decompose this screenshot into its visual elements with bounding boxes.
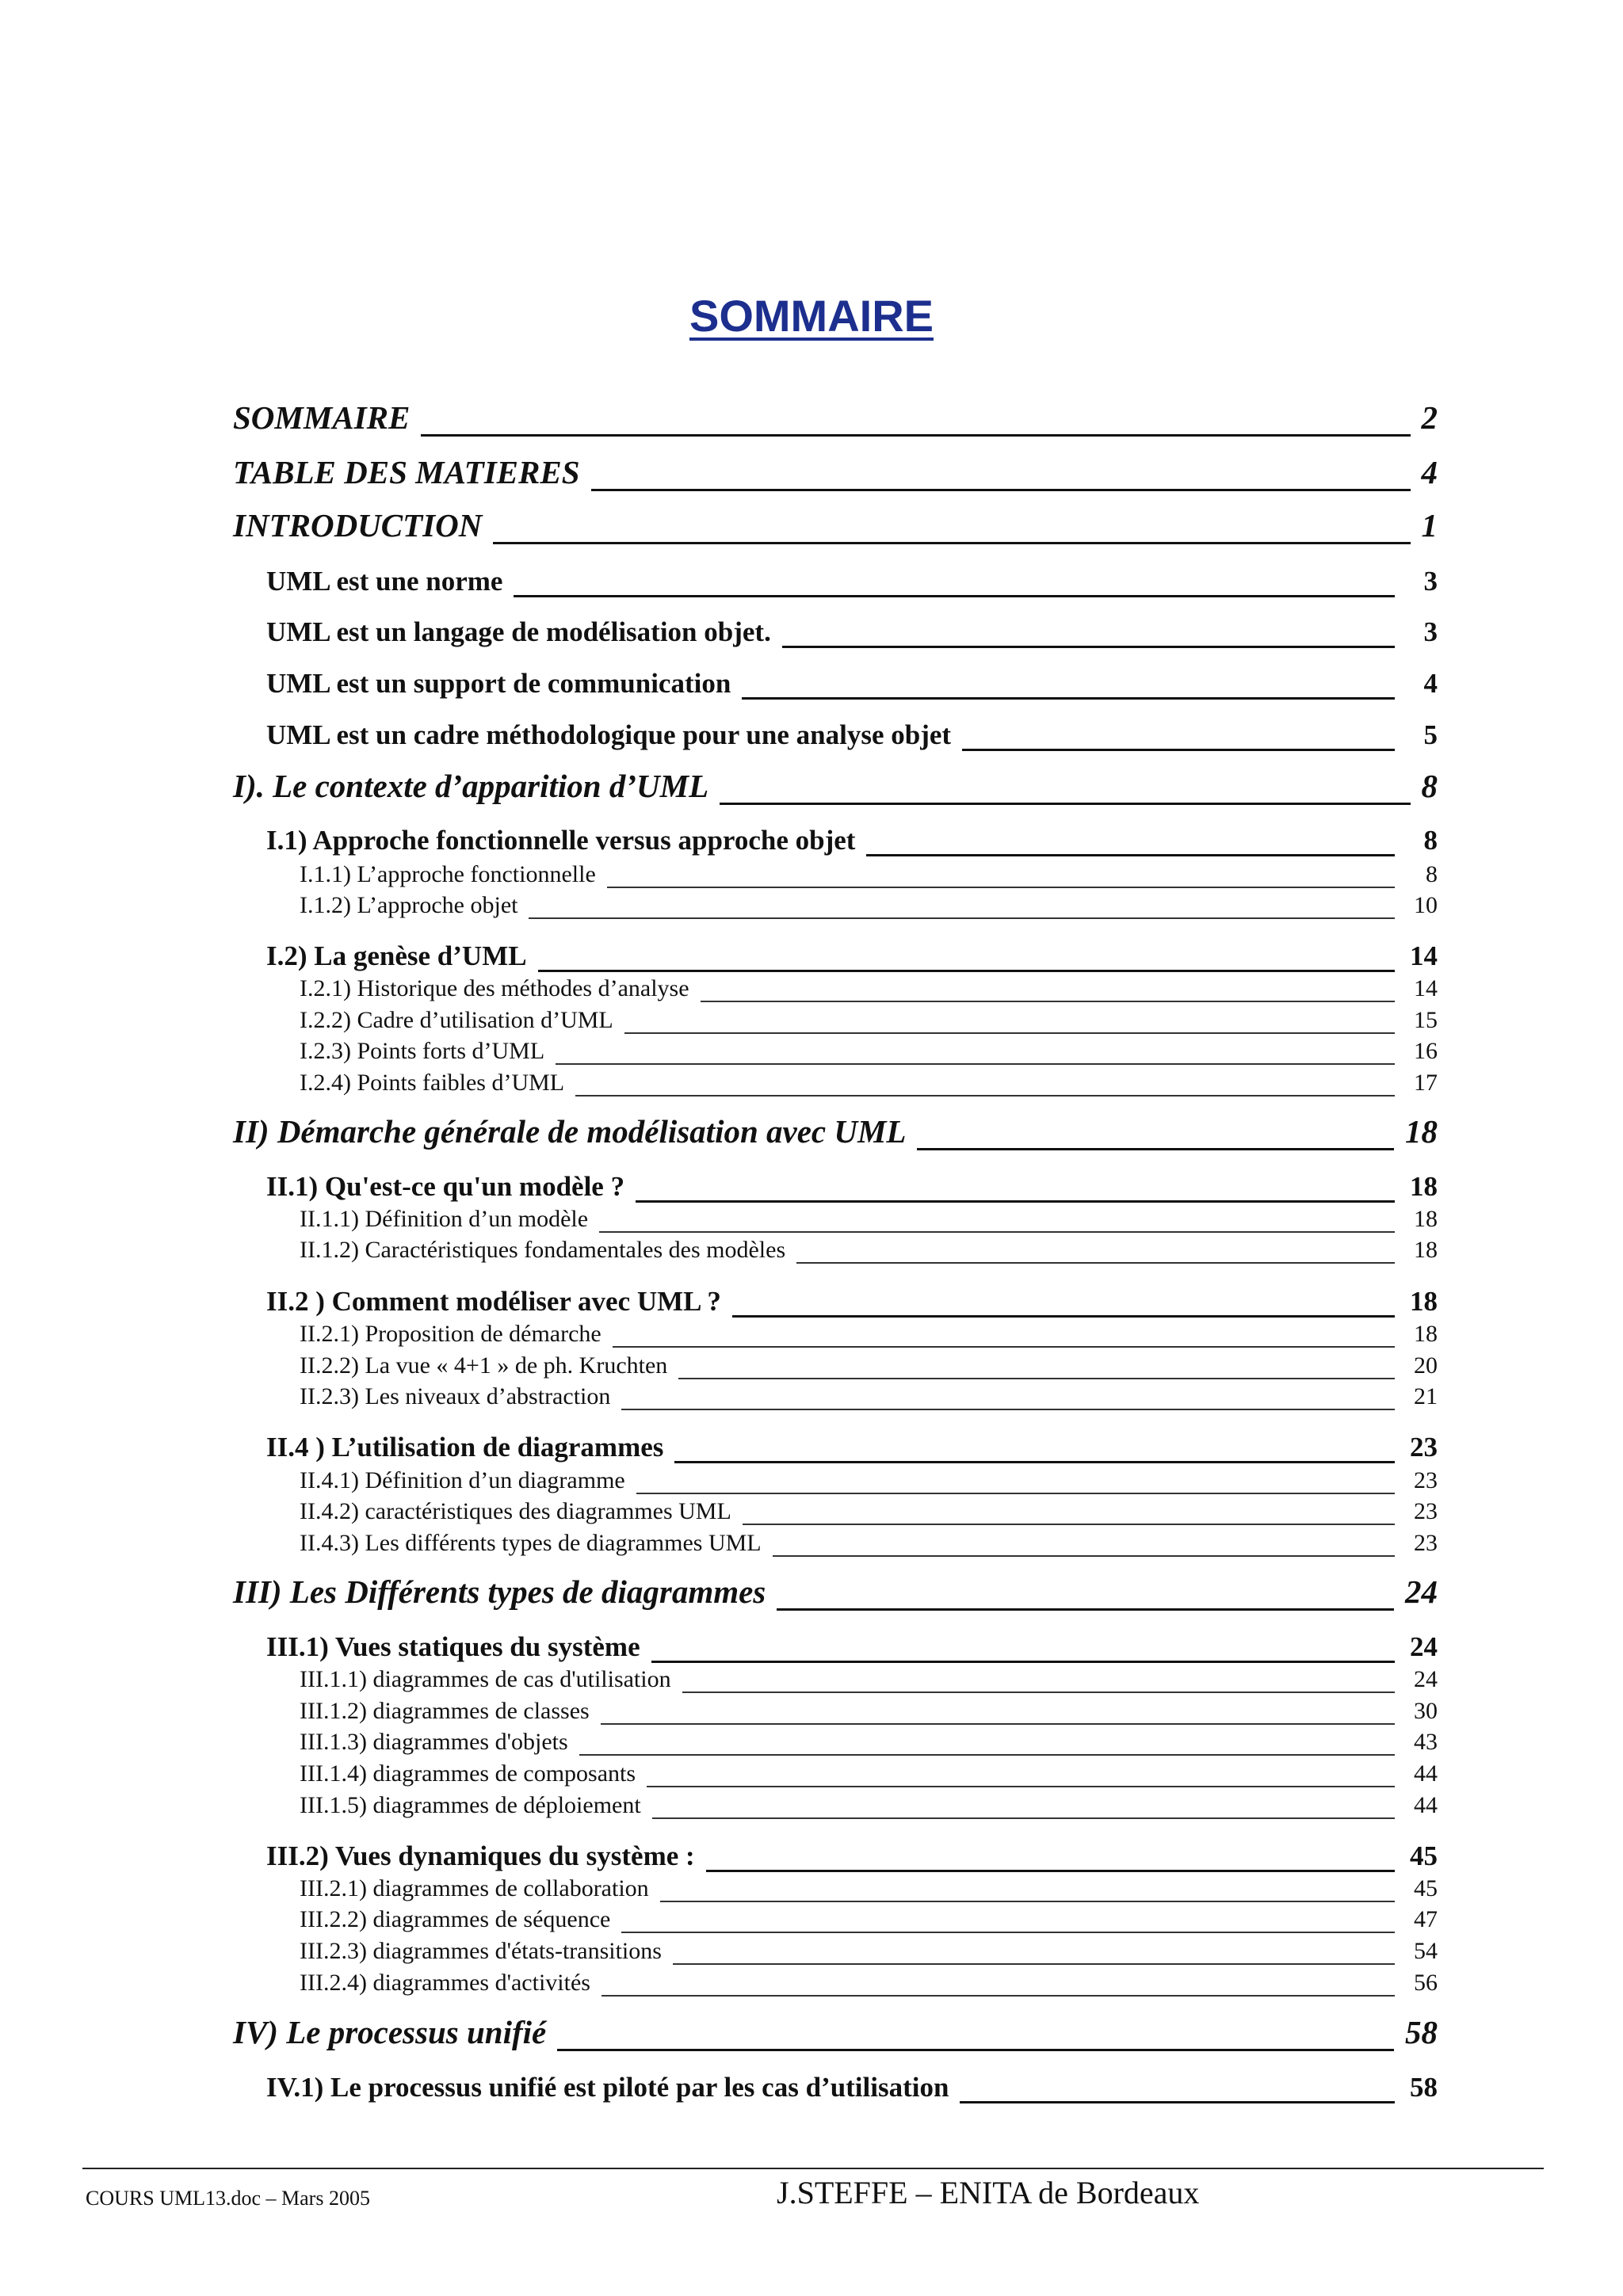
toc-entry-title: III.1.1) diagrammes de cas d'utilisation <box>300 1666 671 1692</box>
toc-entry-level-3[interactable] <box>300 1319 1438 1349</box>
toc-leader-line <box>917 1148 1394 1150</box>
toc-page-number: 3 <box>1423 616 1438 647</box>
toc-leader-line <box>796 1262 1395 1264</box>
toc-entry-level-1[interactable] <box>233 1111 1438 1152</box>
toc-entry-title: I). Le contexte d’apparition d’UML <box>233 768 709 804</box>
toc-entry-level-2[interactable] <box>266 1630 1438 1665</box>
toc-entry-level-3[interactable] <box>300 1382 1438 1412</box>
toc-entry-level-3[interactable] <box>300 1665 1438 1695</box>
toc-entry-title: III.2.2) diagrammes de séquence <box>300 1906 611 1932</box>
toc-entry-level-1[interactable] <box>233 397 1438 438</box>
toc-entry-title: III.2.4) diagrammes d'activités <box>300 1970 590 1996</box>
toc-entry-title: I.1) Approche fonctionnelle versus approche objet <box>266 825 856 856</box>
toc-leader-line <box>720 803 1410 805</box>
toc-page-number: 30 <box>1414 1698 1438 1724</box>
toc-leader-line <box>621 1409 1395 1410</box>
toc-page-number: 23 <box>1414 1530 1438 1556</box>
toc-leader-line <box>866 854 1395 856</box>
toc-entry-title: III.1.5) diagrammes de déploiement <box>300 1792 641 1818</box>
toc-entry-level-3[interactable] <box>300 1936 1438 1966</box>
toc-entry-level-3[interactable] <box>300 1696 1438 1726</box>
toc-leader-line <box>773 1555 1395 1557</box>
toc-entry-title: II.1.1) Définition d’un modèle <box>300 1206 589 1232</box>
toc-entry-title: TABLE DES MATIERES <box>233 454 580 490</box>
toc-page-number: 3 <box>1423 566 1438 597</box>
toc-entry-title: UML est un cadre méthodologique pour une analyse objet <box>266 719 952 750</box>
toc-entry-level-3[interactable] <box>300 1235 1438 1265</box>
toc-entry-title: I.1.1) L’approche fonctionnelle <box>300 861 596 887</box>
toc-page-number: 17 <box>1414 1070 1438 1096</box>
toc-entry-level-2[interactable] <box>266 718 1438 753</box>
toc-leader-line <box>652 1817 1395 1819</box>
toc-entry-title: I.2.1) Historique des méthodes d’analyse <box>300 975 689 1001</box>
toc-page-number: 8 <box>1421 768 1438 804</box>
toc-leader-line <box>636 1493 1395 1494</box>
footer-author: J.STEFFE – ENITA de Bordeaux <box>777 2175 1200 2210</box>
toc-page-number: 45 <box>1414 1875 1438 1901</box>
toc-entry-level-3[interactable] <box>300 1759 1438 1789</box>
toc-entry-level-3[interactable] <box>300 1968 1438 1998</box>
toc-page-number: 44 <box>1414 1792 1438 1818</box>
footer-divider <box>82 2168 1544 2169</box>
toc-page-number: 16 <box>1414 1038 1438 1064</box>
toc-entry-title: II.2.1) Proposition de démarche <box>300 1321 601 1347</box>
toc-entry-title: III.1.2) diagrammes de classes <box>300 1698 590 1724</box>
toc-leader-line <box>579 1754 1395 1756</box>
toc-page-number: 54 <box>1414 1938 1438 1964</box>
toc-page-number: 47 <box>1414 1906 1438 1932</box>
toc-entry-title: III.2) Vues dynamiques du système : <box>266 1840 695 1871</box>
toc-entry-level-2[interactable] <box>266 615 1438 650</box>
toc-page-number: 58 <box>1405 2014 1438 2050</box>
toc-leader-line <box>651 1661 1395 1663</box>
toc-entry-title: III.1.3) diagrammes d'objets <box>300 1729 568 1755</box>
toc-entry-level-2[interactable] <box>266 666 1438 701</box>
toc-entry-level-3[interactable] <box>300 1727 1438 1757</box>
toc-page-number: 8 <box>1426 861 1438 887</box>
toc-leader-line <box>732 1315 1395 1318</box>
toc-entry-title: I.2) La genèse d’UML <box>266 940 527 971</box>
toc-leader-line <box>557 2049 1394 2051</box>
toc-page-number: 23 <box>1414 1498 1438 1524</box>
toc-entry-title: III) Les Différents types de diagrammes <box>233 1573 766 1610</box>
toc-entry-title: II.4.3) Les différents types de diagrammes UML <box>300 1530 762 1556</box>
toc-entry-title: II.2.3) Les niveaux d’abstraction <box>300 1383 611 1409</box>
toc-entry-title: I.1.2) L’approche objet <box>300 892 518 918</box>
toc-page-number: 1 <box>1421 507 1438 543</box>
toc-leader-line <box>706 1870 1395 1872</box>
toc-page-number: 10 <box>1414 892 1438 918</box>
toc-entry-title: INTRODUCTION <box>233 507 483 543</box>
toc-leader-line <box>621 1932 1395 1933</box>
toc-leader-line <box>607 887 1395 888</box>
toc-entry-title: II) Démarche générale de modélisation avec UML <box>233 1113 907 1150</box>
toc-entry-level-3[interactable] <box>300 974 1438 1004</box>
toc-leader-line <box>701 1001 1395 1002</box>
toc-leader-line <box>743 1524 1395 1525</box>
toc-page-number: 4 <box>1421 454 1438 490</box>
toc-leader-line <box>529 917 1395 919</box>
toc-entry-level-2[interactable] <box>266 1839 1438 1874</box>
toc-leader-line <box>636 1200 1395 1203</box>
toc-page-number: 45 <box>1410 1840 1438 1871</box>
toc-entry-level-3[interactable] <box>300 1005 1438 1035</box>
toc-entry-level-2[interactable] <box>266 823 1438 858</box>
toc-entry-title: UML est un support de communication <box>266 668 731 699</box>
toc-entry-title: III.1) Vues statiques du système <box>266 1631 640 1662</box>
toc-page-number: 58 <box>1410 2072 1438 2103</box>
toc-leader-line <box>777 1608 1394 1611</box>
toc-leader-line <box>682 1691 1395 1693</box>
toc-page-number: 14 <box>1410 940 1438 971</box>
toc-page-number: 18 <box>1410 1171 1438 1202</box>
toc-leader-line <box>613 1346 1395 1348</box>
toc-entry-title: IV) Le processus unifié <box>233 2014 547 2050</box>
toc-leader-line <box>421 434 1410 437</box>
toc-entry-title: II.1) Qu'est-ce qu'un modèle ? <box>266 1171 625 1202</box>
toc-leader-line <box>962 749 1395 751</box>
toc-leader-line <box>575 1095 1395 1097</box>
toc-entry-title: UML est une norme <box>266 566 503 597</box>
toc-leader-line <box>660 1901 1395 1902</box>
toc-leader-line <box>674 1461 1395 1463</box>
toc-entry-title: SOMMAIRE <box>233 399 411 436</box>
toc-leader-line <box>514 595 1395 597</box>
toc-entry-level-2[interactable] <box>266 1430 1438 1465</box>
toc-entry-title: II.4.1) Définition d’un diagramme <box>300 1467 625 1493</box>
toc-page-number: 15 <box>1414 1007 1438 1033</box>
toc-leader-line <box>782 646 1395 648</box>
toc-page-number: 43 <box>1414 1729 1438 1755</box>
toc-page-number: 23 <box>1414 1467 1438 1493</box>
toc-page-number: 20 <box>1414 1352 1438 1379</box>
toc-entry-title: IV.1) Le processus unifié est piloté par les cas d’utilisation <box>266 2072 949 2103</box>
toc-leader-line <box>742 697 1395 700</box>
footer-document-info: COURS UML13.doc – Mars 2005 <box>86 2187 370 2210</box>
toc-entry-level-3[interactable] <box>300 1791 1438 1821</box>
toc-page-number: 2 <box>1421 399 1438 436</box>
toc-entry-title: II.4 ) L’utilisation de diagrammes <box>266 1432 664 1463</box>
toc-entry-level-3[interactable] <box>300 1466 1438 1496</box>
toc-leader-line <box>591 489 1411 491</box>
toc-entry-title: II.2.2) La vue « 4+1 » de ph. Kruchten <box>300 1352 668 1379</box>
toc-entry-level-2[interactable] <box>266 564 1438 599</box>
toc-leader-line <box>678 1378 1395 1379</box>
toc-page-number: 18 <box>1414 1321 1438 1347</box>
toc-leader-line <box>647 1786 1395 1787</box>
toc-page-number: 24 <box>1414 1666 1438 1692</box>
toc-entry-title: II.2 ) Comment modéliser avec UML ? <box>266 1286 721 1317</box>
toc-entry-title: III.2.1) diagrammes de collaboration <box>300 1875 649 1901</box>
toc-page-number: 44 <box>1414 1760 1438 1787</box>
toc-page-number: 14 <box>1414 975 1438 1001</box>
toc-entry-title: III.2.3) diagrammes d'états-transitions <box>300 1938 662 1964</box>
toc-entry-level-2[interactable] <box>266 1169 1438 1204</box>
toc-page-number: 23 <box>1410 1432 1438 1463</box>
toc-page-number: 24 <box>1410 1631 1438 1662</box>
toc-leader-line <box>601 1995 1395 1997</box>
toc-entry-level-3[interactable] <box>300 1905 1438 1935</box>
toc-entry-level-3[interactable] <box>300 860 1438 890</box>
toc-page-number: 24 <box>1405 1573 1438 1610</box>
page-title: SOMMAIRE <box>689 291 934 341</box>
toc-entry-level-2[interactable] <box>266 2070 1438 2105</box>
toc-page-number: 18 <box>1405 1113 1438 1150</box>
toc-entry-level-1[interactable] <box>233 765 1438 807</box>
toc-entry-level-3[interactable] <box>300 1874 1438 1904</box>
toc-entry-level-3[interactable] <box>300 1351 1438 1381</box>
toc-entry-level-3[interactable] <box>300 891 1438 921</box>
toc-leader-line <box>624 1032 1395 1034</box>
toc-page-number: 18 <box>1414 1206 1438 1232</box>
toc-entry-level-1[interactable] <box>233 1571 1438 1612</box>
toc-page-number: 18 <box>1410 1286 1438 1317</box>
toc-page-number: 18 <box>1414 1237 1438 1263</box>
toc-entry-title: II.1.2) Caractéristiques fondamentales des modèles <box>300 1237 786 1263</box>
toc-entry-level-3[interactable] <box>300 1068 1438 1098</box>
toc-page-number: 5 <box>1423 719 1438 750</box>
toc-entry-level-2[interactable] <box>266 939 1438 974</box>
toc-entry-level-2[interactable] <box>266 1284 1438 1319</box>
toc-entry-title: I.2.3) Points forts d’UML <box>300 1038 545 1064</box>
toc-leader-line <box>538 970 1395 972</box>
toc-entry-level-1[interactable] <box>233 505 1438 546</box>
toc-leader-line <box>960 2101 1395 2103</box>
toc-entry-title: II.4.2) caractéristiques des diagrammes UML <box>300 1498 731 1524</box>
toc-page-number: 21 <box>1414 1383 1438 1409</box>
toc-entry-level-1[interactable] <box>233 452 1438 493</box>
toc-leader-line <box>673 1963 1395 1965</box>
toc-leader-line <box>601 1723 1395 1725</box>
toc-entry-level-3[interactable] <box>300 1204 1438 1234</box>
toc-leader-line <box>493 542 1410 544</box>
toc-entry-level-3[interactable] <box>300 1497 1438 1527</box>
toc-entry-level-3[interactable] <box>300 1528 1438 1558</box>
toc-page-number: 8 <box>1423 825 1438 856</box>
toc-page-number: 56 <box>1414 1970 1438 1996</box>
toc-entry-title: I.2.2) Cadre d’utilisation d’UML <box>300 1007 613 1033</box>
toc-entry-level-3[interactable] <box>300 1036 1438 1066</box>
toc-entry-level-1[interactable] <box>233 2012 1438 2053</box>
toc-leader-line <box>556 1063 1395 1065</box>
toc-entry-title: I.2.4) Points faibles d’UML <box>300 1070 565 1096</box>
toc-page-number: 4 <box>1423 668 1438 699</box>
toc-entry-title: UML est un langage de modélisation objet. <box>266 616 771 647</box>
toc-leader-line <box>599 1231 1395 1233</box>
toc-entry-title: III.1.4) diagrammes de composants <box>300 1760 636 1787</box>
